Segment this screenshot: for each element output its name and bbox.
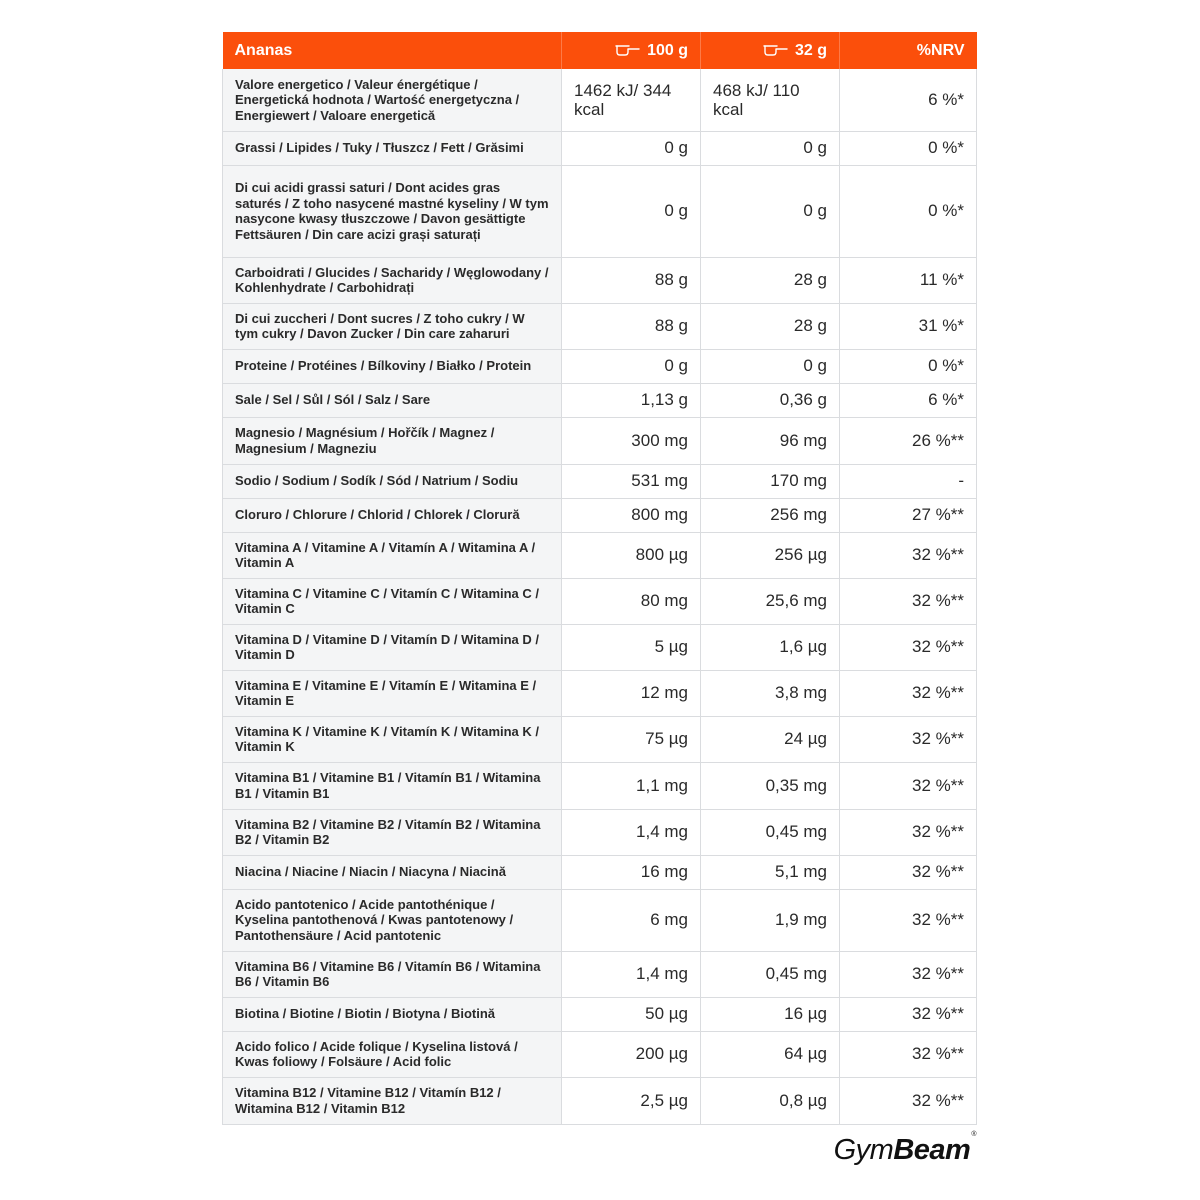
nutrient-name: Di cui acidi grassi saturi / Dont acides gras saturés / Z toho nasycené mastné kyseliny / W tym nasycone kwasy tłuszczowe / Davon gesättigte Fettsäuren / Din care acizi grași saturați bbox=[223, 165, 562, 257]
table-row bbox=[223, 498, 977, 532]
nutrient-name: Vitamina B12 / Vitamine B12 / Vitamín B12 / Witamina B12 / Vitamin B12 bbox=[223, 1077, 562, 1124]
value-per-100g: 75 µg bbox=[562, 716, 701, 762]
value-per-100g: 800 mg bbox=[562, 498, 701, 532]
value-per-32g: 96 mg bbox=[701, 417, 840, 464]
value-per-32g: 28 g bbox=[701, 257, 840, 303]
value-per-100g: 1,13 g bbox=[562, 383, 701, 417]
table-row bbox=[223, 165, 977, 257]
value-per-100g: 12 mg bbox=[562, 670, 701, 716]
nutrient-name: Vitamina C / Vitamine C / Vitamín C / Witamina C / Vitamin C bbox=[223, 578, 562, 624]
table-row bbox=[223, 997, 977, 1031]
value-nrv: 32 %** bbox=[840, 889, 977, 951]
value-per-32g: 25,6 mg bbox=[701, 578, 840, 624]
value-nrv: 6 %* bbox=[840, 69, 977, 131]
nutrient-name: Valore energetico / Valeur énergétique / Energetická hodnota / Wartość energetyczna / Energiewert / Valoare energetică bbox=[223, 69, 562, 131]
table-row bbox=[223, 624, 977, 670]
value-nrv: 0 %* bbox=[840, 131, 977, 165]
table-row bbox=[223, 578, 977, 624]
per-32g-label: 32 g bbox=[794, 41, 827, 59]
registered-mark: ® bbox=[971, 1131, 976, 1139]
per-100g-header bbox=[562, 32, 701, 69]
value-nrv: 32 %** bbox=[840, 762, 977, 809]
value-per-32g: 0,45 mg bbox=[701, 951, 840, 997]
nutrient-name: Vitamina K / Vitamine K / Vitamín K / Witamina K / Vitamin K bbox=[223, 716, 562, 762]
gymbeam-logo bbox=[833, 1131, 976, 1167]
value-per-100g: 80 mg bbox=[562, 578, 701, 624]
table-row bbox=[223, 716, 977, 762]
value-per-32g: 170 mg bbox=[701, 464, 840, 498]
table-row bbox=[223, 889, 977, 951]
table-row bbox=[223, 670, 977, 716]
nutrient-name: Vitamina D / Vitamine D / Vitamín D / Witamina D / Vitamin D bbox=[223, 624, 562, 670]
value-nrv: 32 %** bbox=[840, 1077, 977, 1124]
table-header-row bbox=[223, 32, 977, 69]
nutrition-table-container bbox=[222, 32, 976, 1125]
value-nrv: 11 %* bbox=[840, 257, 977, 303]
nutrient-name: Vitamina B1 / Vitamine B1 / Vitamín B1 / Witamina B1 / Vitamin B1 bbox=[223, 762, 562, 809]
value-per-32g: 16 µg bbox=[701, 997, 840, 1031]
nutrient-name: Cloruro / Chlorure / Chlorid / Chlorek / Clorură bbox=[223, 498, 562, 532]
value-per-32g: 0,35 mg bbox=[701, 762, 840, 809]
table-row bbox=[223, 951, 977, 997]
table-row bbox=[223, 131, 977, 165]
value-per-32g: 256 mg bbox=[701, 498, 840, 532]
value-nrv: 32 %** bbox=[840, 809, 977, 855]
value-per-32g: 1,6 µg bbox=[701, 624, 840, 670]
table-row bbox=[223, 464, 977, 498]
value-nrv: 6 %* bbox=[840, 383, 977, 417]
value-per-100g: 88 g bbox=[562, 257, 701, 303]
nutrient-name: Magnesio / Magnésium / Hořčík / Magnez / Magnesium / Magneziu bbox=[223, 417, 562, 464]
value-per-32g: 24 µg bbox=[701, 716, 840, 762]
value-nrv: 32 %** bbox=[840, 997, 977, 1031]
value-per-100g: 800 µg bbox=[562, 532, 701, 578]
table-row bbox=[223, 383, 977, 417]
nutrient-name: Proteine / Protéines / Bílkoviny / Białko / Protein bbox=[223, 349, 562, 383]
value-per-32g: 0 g bbox=[701, 349, 840, 383]
nutrient-name: Vitamina B2 / Vitamine B2 / Vitamín B2 / Witamina B2 / Vitamin B2 bbox=[223, 809, 562, 855]
per-100g-label: 100 g bbox=[647, 41, 688, 59]
value-per-100g: 2,5 µg bbox=[562, 1077, 701, 1124]
value-nrv: 0 %* bbox=[840, 349, 977, 383]
value-nrv: 26 %** bbox=[840, 417, 977, 464]
value-nrv: 0 %* bbox=[840, 165, 977, 257]
value-per-100g: 531 mg bbox=[562, 464, 701, 498]
nutrient-name: Vitamina E / Vitamine E / Vitamín E / Witamina E / Vitamin E bbox=[223, 670, 562, 716]
value-per-100g: 0 g bbox=[562, 349, 701, 383]
value-per-100g: 1,4 mg bbox=[562, 809, 701, 855]
table-row bbox=[223, 1077, 977, 1124]
table-row bbox=[223, 303, 977, 349]
value-per-32g: 468 kJ/ 110 kcal bbox=[701, 69, 840, 131]
value-nrv: 32 %** bbox=[840, 951, 977, 997]
value-per-32g: 28 g bbox=[701, 303, 840, 349]
value-per-32g: 0,45 mg bbox=[701, 809, 840, 855]
value-nrv: 32 %** bbox=[840, 855, 977, 889]
value-per-100g: 1462 kJ/ 344 kcal bbox=[562, 69, 701, 131]
table-row bbox=[223, 349, 977, 383]
scoop-icon bbox=[763, 43, 789, 57]
nutrient-name: Di cui zuccheri / Dont sucres / Z toho cukry / W tym cukry / Davon Zucker / Din care zaharuri bbox=[223, 303, 562, 349]
per-32g-header bbox=[701, 32, 840, 69]
value-per-100g: 5 µg bbox=[562, 624, 701, 670]
value-per-100g: 0 g bbox=[562, 165, 701, 257]
nrv-header: %NRV bbox=[840, 32, 977, 69]
table-row bbox=[223, 69, 977, 131]
scoop-icon bbox=[615, 43, 641, 57]
value-per-32g: 256 µg bbox=[701, 532, 840, 578]
value-nrv: 32 %** bbox=[840, 532, 977, 578]
logo-part-beam: Beam bbox=[893, 1134, 971, 1166]
value-per-100g: 16 mg bbox=[562, 855, 701, 889]
table-row bbox=[223, 257, 977, 303]
value-per-100g: 88 g bbox=[562, 303, 701, 349]
logo-part-gym: Gym bbox=[833, 1134, 894, 1166]
value-per-100g: 50 µg bbox=[562, 997, 701, 1031]
nutrient-name: Vitamina B6 / Vitamine B6 / Vitamín B6 / Witamina B6 / Vitamin B6 bbox=[223, 951, 562, 997]
nutrient-name: Carboidrati / Glucides / Sacharidy / Węglowodany / Kohlenhydrate / Carbohidrați bbox=[223, 257, 562, 303]
value-per-32g: 64 µg bbox=[701, 1031, 840, 1077]
value-nrv: 32 %** bbox=[840, 624, 977, 670]
table-row bbox=[223, 1031, 977, 1077]
flavor-header: Ananas bbox=[223, 32, 562, 69]
table-row bbox=[223, 532, 977, 578]
nutrient-name: Grassi / Lipides / Tuky / Tłuszcz / Fett / Grăsimi bbox=[223, 131, 562, 165]
value-per-32g: 0,8 µg bbox=[701, 1077, 840, 1124]
nutrient-name: Niacina / Niacine / Niacin / Niacyna / Niacină bbox=[223, 855, 562, 889]
value-per-100g: 1,4 mg bbox=[562, 951, 701, 997]
value-per-100g: 300 mg bbox=[562, 417, 701, 464]
table-row bbox=[223, 762, 977, 809]
value-nrv: 32 %** bbox=[840, 670, 977, 716]
table-row bbox=[223, 809, 977, 855]
value-nrv: 27 %** bbox=[840, 498, 977, 532]
value-per-100g: 0 g bbox=[562, 131, 701, 165]
value-nrv: 31 %* bbox=[840, 303, 977, 349]
nutrient-name: Biotina / Biotine / Biotin / Biotyna / Biotină bbox=[223, 997, 562, 1031]
value-per-32g: 5,1 mg bbox=[701, 855, 840, 889]
value-per-32g: 0,36 g bbox=[701, 383, 840, 417]
value-nrv: 32 %** bbox=[840, 1031, 977, 1077]
value-per-32g: 0 g bbox=[701, 131, 840, 165]
value-nrv: 32 %** bbox=[840, 716, 977, 762]
value-per-32g: 3,8 mg bbox=[701, 670, 840, 716]
value-per-100g: 1,1 mg bbox=[562, 762, 701, 809]
value-per-32g: 1,9 mg bbox=[701, 889, 840, 951]
nutrient-name: Sodio / Sodium / Sodík / Sód / Natrium / Sodiu bbox=[223, 464, 562, 498]
nutrient-name: Acido folico / Acide folique / Kyselina listová / Kwas foliowy / Folsäure / Acid folic bbox=[223, 1031, 562, 1077]
value-nrv: - bbox=[840, 464, 977, 498]
table-row bbox=[223, 855, 977, 889]
nutrient-name: Sale / Sel / Sůl / Sól / Salz / Sare bbox=[223, 383, 562, 417]
nutrition-table bbox=[222, 32, 977, 1125]
value-per-32g: 0 g bbox=[701, 165, 840, 257]
value-per-100g: 6 mg bbox=[562, 889, 701, 951]
value-per-100g: 200 µg bbox=[562, 1031, 701, 1077]
nutrient-name: Acido pantotenico / Acide pantothénique / Kyselina pantothenová / Kwas pantotenowy / Pantothensäure / Acid pantotenic bbox=[223, 889, 562, 951]
value-nrv: 32 %** bbox=[840, 578, 977, 624]
nutrient-name: Vitamina A / Vitamine A / Vitamín A / Witamina A / Vitamin A bbox=[223, 532, 562, 578]
table-row bbox=[223, 417, 977, 464]
